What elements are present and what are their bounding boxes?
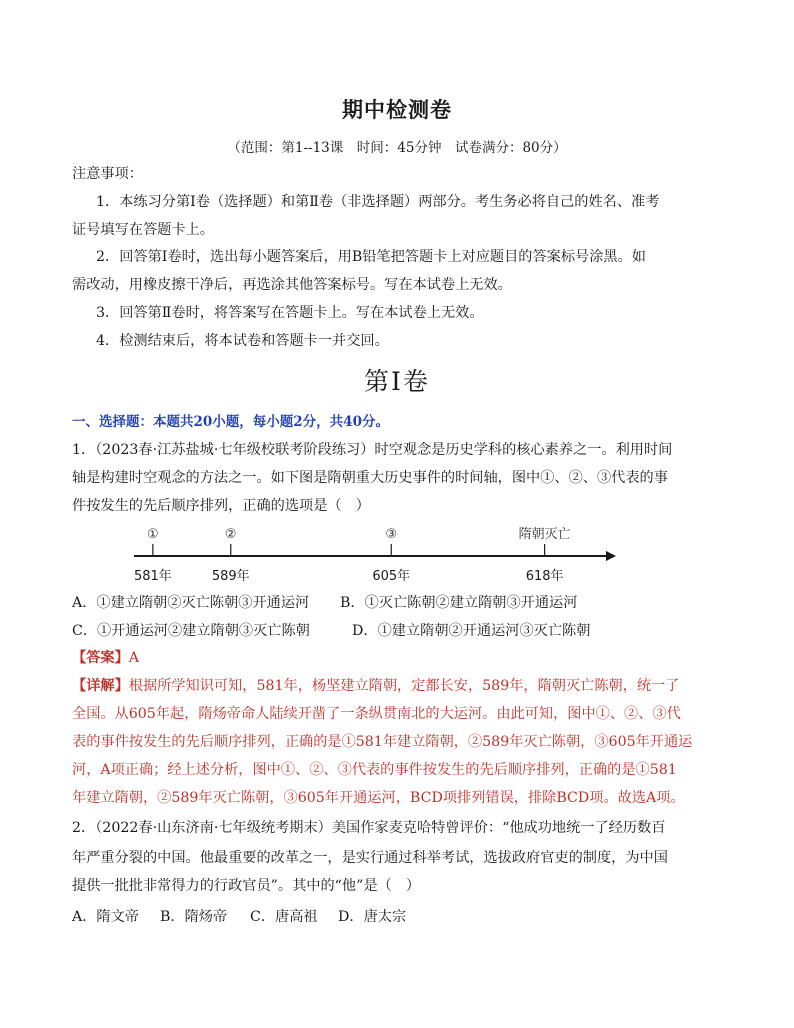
option-b[interactable]: B．隋炀帝 [160, 909, 228, 925]
detail-text: 河，A项正确；经上述分析，图中①、②、③代表的事件按发生的先后顺序排列，正确的是①581 [72, 762, 677, 778]
option-b[interactable]: B．①灭亡陈朝②建立隋朝③开通运河 [340, 595, 578, 611]
option-d[interactable]: D．①建立隋朝②开通运河③灭亡陈朝 [352, 623, 591, 639]
detail-text: 全国。从605年起，隋炀帝命人陆续开凿了一条纵贯南北的大运河。由此可知，图中①、②、③代 [72, 706, 681, 722]
timeline-event-label: ① [147, 527, 159, 542]
timeline-figure [130, 522, 620, 590]
question-text: 1．（2023春·江苏盐城·七年级校联考阶段练习）时空观念是历史学科的核心素养之一。利用时间 [72, 442, 673, 458]
answer-label: 【答案】 [72, 650, 129, 666]
answer-line [72, 648, 732, 668]
option-a[interactable]: A．①建立隋朝②灭亡陈朝③开通运河 [72, 595, 310, 611]
section-heading: 一、选择题：本题共20小题，每小题2分，共40分。 [72, 414, 389, 430]
question-text: 轴是构建时空观念的方法之一。如下图是隋朝重大历史事件的时间轴，图中①、②、③代表的事 [72, 470, 668, 486]
answer-value: A [128, 650, 140, 666]
timeline-event-label: 隋朝灭亡 [518, 527, 571, 542]
notice-heading: 注意事项： [72, 166, 143, 182]
detail-text: 表的事件按发生的先后顺序排列，正确的是①581年建立隋朝，②589年灭亡陈朝，③605年开通运 [72, 734, 693, 750]
question-text: 件按发生的先后顺序排列，正确的选项是（ ） [72, 498, 370, 514]
timeline-year-label: 605年 [372, 569, 411, 584]
timeline-year-label: 618年 [525, 569, 564, 584]
notice-item: 需改动，用橡皮擦干净后，再选涂其他答案标号。写在本试卷上无效。 [72, 277, 512, 293]
timeline-year-label: 589年 [211, 569, 250, 584]
exam-scope: （范围：第1--13课 时间：45分钟 试卷满分：80分） [227, 140, 567, 156]
detail-label: 【详解】 [72, 678, 129, 694]
notice-item: 3．回答第Ⅱ卷时，将答案写在答题卡上。写在本试卷上无效。 [96, 305, 484, 321]
part-title: 第Ⅰ卷 [364, 367, 430, 396]
question-text: 年严重分裂的中国。他最重要的改革之一，是实行通过科举考试，选拔政府官吏的制度，为中国 [72, 850, 668, 866]
question-text: 2．（2022春·山东济南·七年级统考期末）美国作家麦克哈特曾评价：“他成功地统一了经历数百 [72, 820, 666, 836]
option-d[interactable]: D．唐太宗 [338, 909, 407, 925]
notice-item: 1．本练习分第Ⅰ卷（选择题）和第Ⅱ卷（非选择题）两部分。考生务必将自己的姓名、准考 [96, 194, 660, 210]
detail-text: 年建立隋朝，②589年灭亡陈朝，③605年开通运河，BCD项排列错误，排除BCD项。故选A项。 [72, 790, 685, 806]
notice-item: 4．检测结束后，将本试卷和答题卡一并交回。 [96, 333, 389, 349]
page-title: 期中检测卷 [342, 97, 452, 122]
notice-item: 2．回答第Ⅰ卷时，选出每小题答案后，用B铅笔把答题卡上对应题目的答案标号涂黑。如 [96, 249, 646, 265]
option-c[interactable]: C．①开通运河②建立隋朝③灭亡陈朝 [72, 623, 310, 639]
timeline-arrow [606, 551, 616, 561]
notice-item: 证号填写在答题卡上。 [72, 222, 214, 238]
detail-line [72, 676, 732, 696]
question-text: 提供一批批非常得力的行政官员”。其中的“他”是（ ） [72, 878, 421, 894]
timeline-event-label: ③ [385, 527, 398, 542]
option-c[interactable]: C．唐高祖 [250, 909, 318, 925]
timeline-year-label: 581年 [133, 569, 172, 584]
detail-text: 根据所学知识可知，581年，杨坚建立隋朝，定都长安，589年，隋朝灭亡陈朝，统一了 [128, 678, 680, 694]
timeline-event-label: ② [224, 527, 237, 542]
option-a[interactable]: A．隋文帝 [72, 909, 139, 925]
